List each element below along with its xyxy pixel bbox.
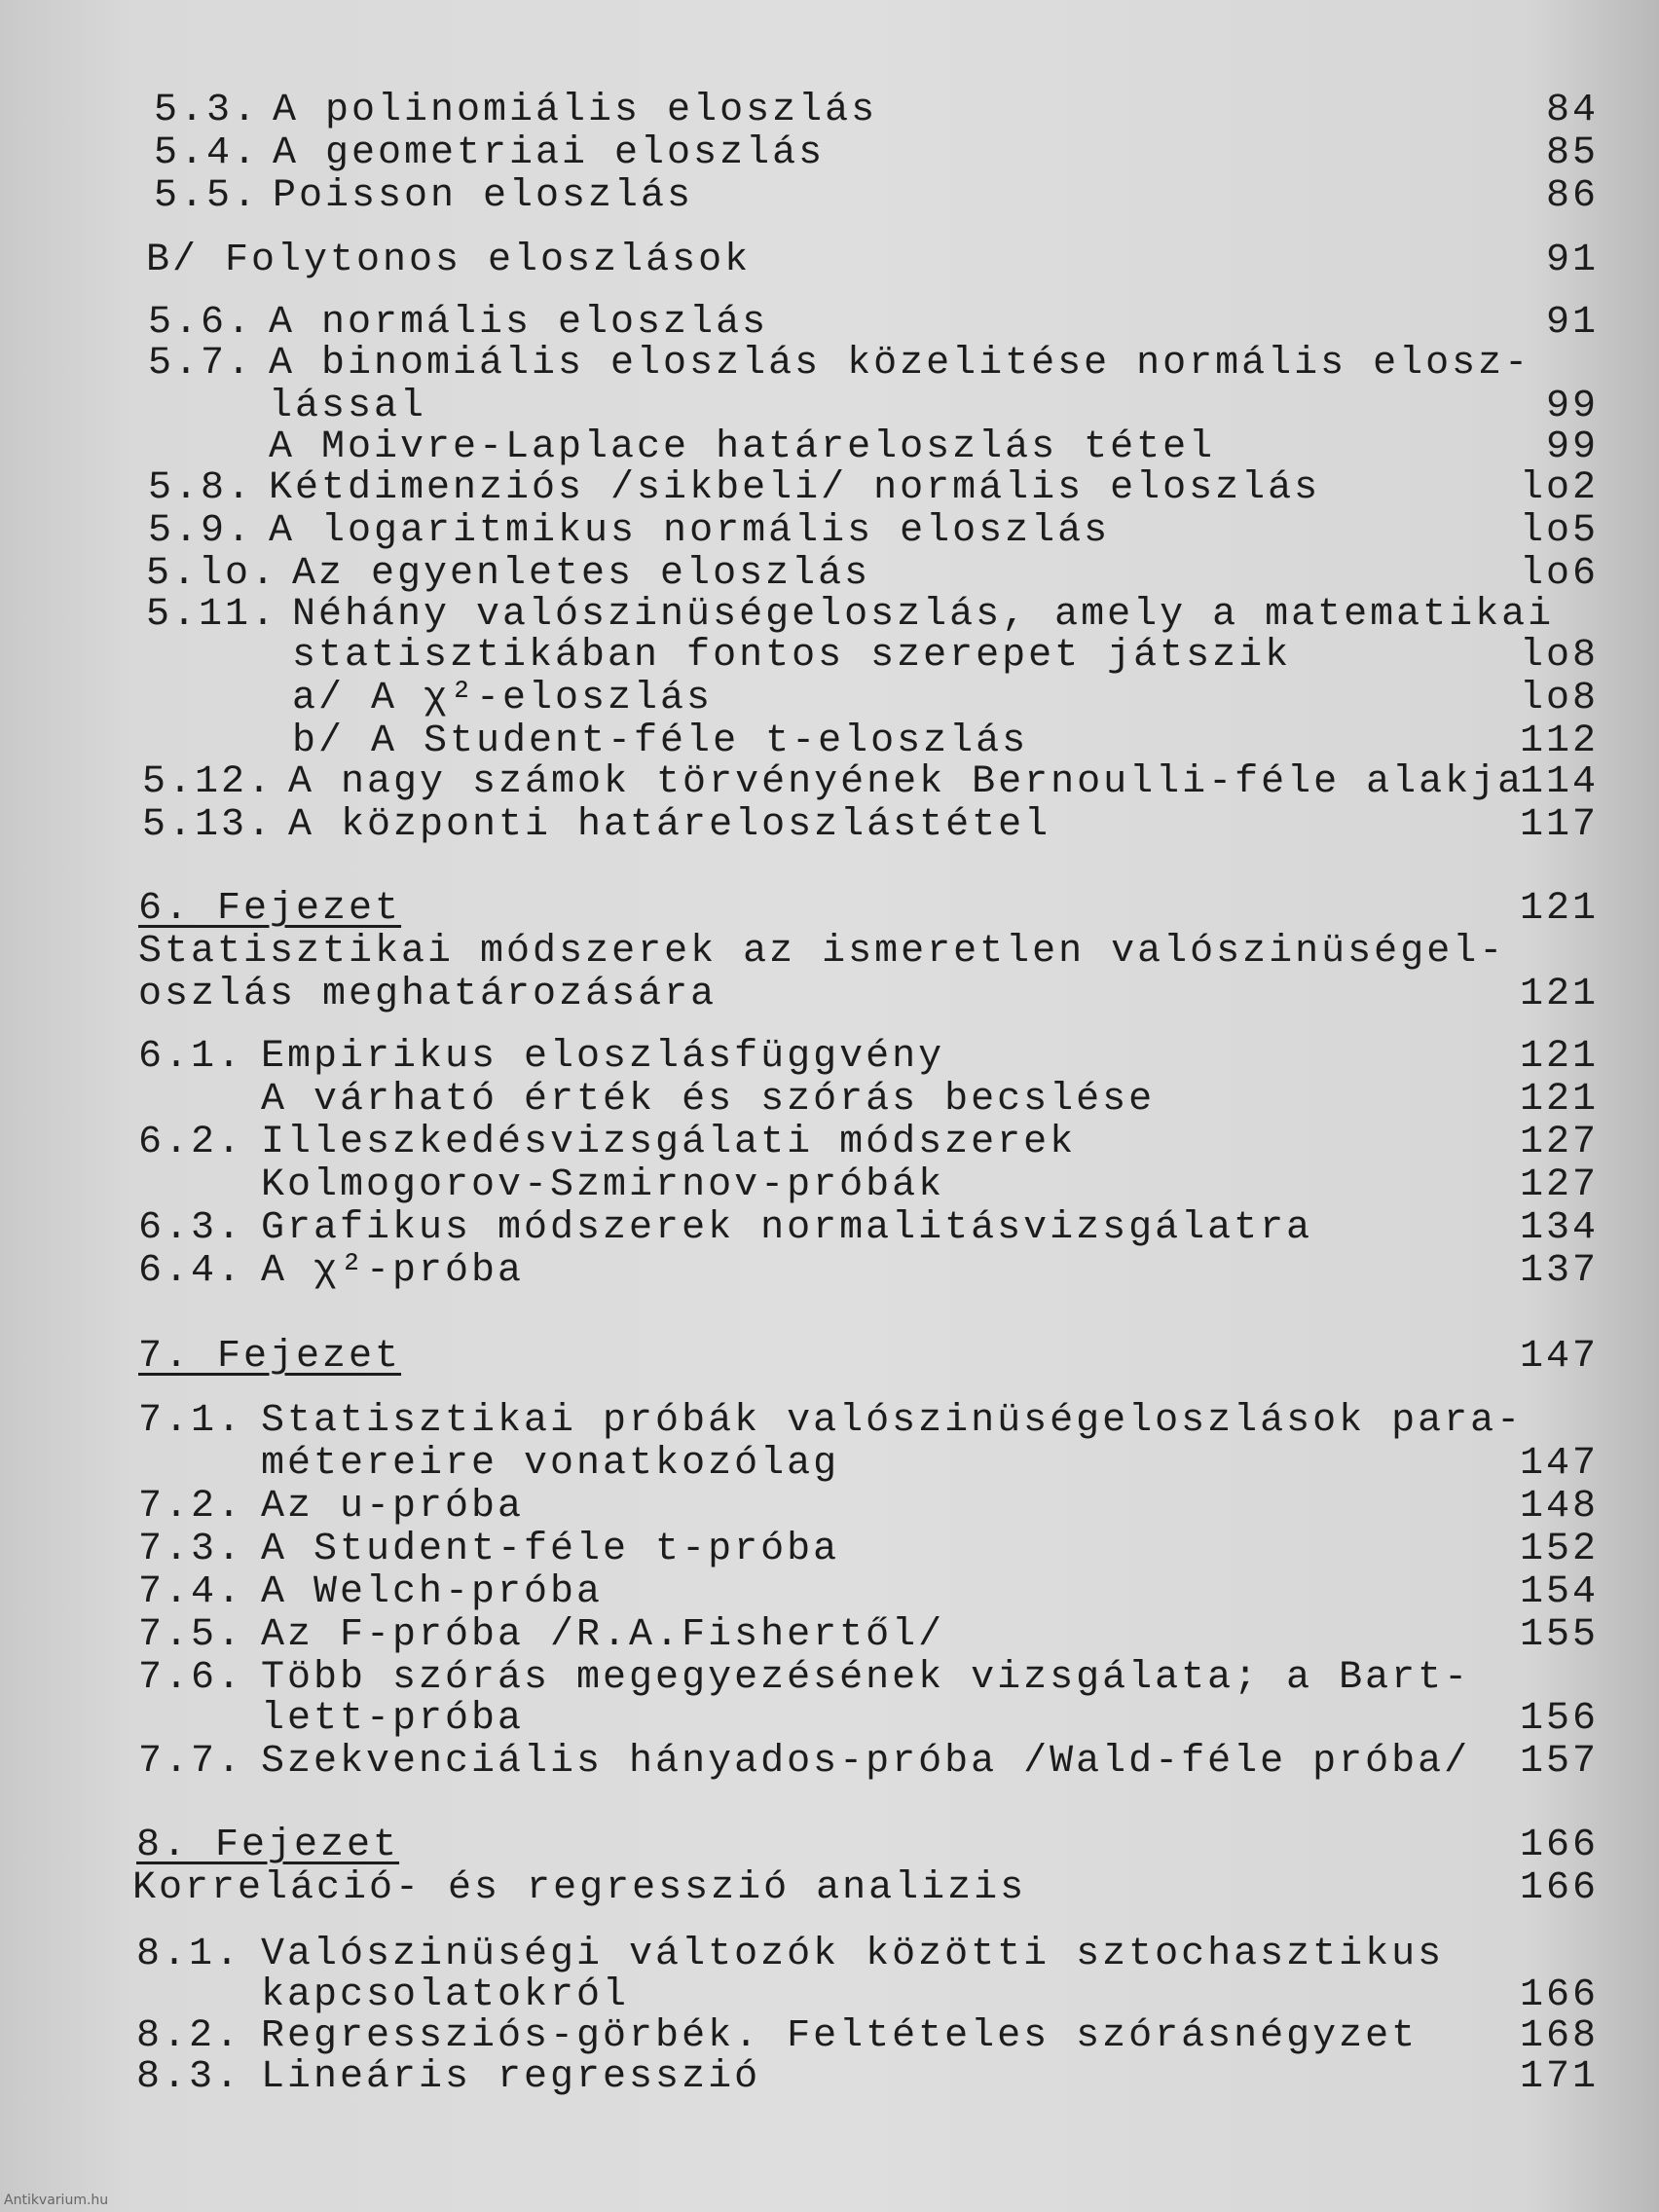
toc-page: 85 <box>1545 131 1599 175</box>
toc-entry <box>0 510 1659 553</box>
toc-entry <box>0 1036 1659 1079</box>
toc-title: A binomiális eloszlás közelitése normális elosz- <box>269 342 1531 386</box>
toc-title: A Welch-próba <box>261 1570 604 1614</box>
toc-page: lo5 <box>1519 509 1599 553</box>
toc-page: lo6 <box>1519 552 1599 596</box>
toc-entry <box>0 2015 1659 2058</box>
toc-title: Valószinüségi változók közötti sztochasztikus <box>261 1933 1445 1976</box>
toc-title: Az u-próba <box>261 1485 525 1529</box>
toc-page: 166 <box>1519 1866 1599 1910</box>
toc-page: 121 <box>1519 887 1599 931</box>
toc-entry <box>0 467 1659 510</box>
chapter-subtitle <box>0 931 1659 974</box>
toc-title: Lineáris regresszió <box>261 2055 761 2099</box>
toc-number: 6.2. <box>138 1121 244 1164</box>
toc-title: A Moivre-Laplace határeloszlás tétel <box>269 425 1216 469</box>
toc-title: statisztikában fontos szerepet játszik <box>292 634 1292 678</box>
toc-title: A polinomiális eloszlás <box>273 89 878 132</box>
toc-number: 8.1. <box>136 1933 242 1976</box>
toc-title: B/ Folytonos eloszlások <box>146 239 752 282</box>
toc-number: 7.7. <box>138 1740 244 1784</box>
toc-title: kapcsolatokról <box>261 1973 630 2017</box>
toc-number: 5.9. <box>148 509 254 553</box>
chapter-title: 6. Fejezet <box>138 887 402 931</box>
toc-entry <box>0 761 1659 804</box>
toc-entry <box>0 1741 1659 1784</box>
toc-title: Grafikus módszerek normalitásvizsgálatra <box>261 1206 1313 1250</box>
toc-title: Kétdimenziós /sikbeli/ normális eloszlás <box>269 466 1321 510</box>
toc-number: 7.1. <box>138 1399 244 1443</box>
toc-title: Empirikus eloszlásfüggvény <box>261 1035 945 1079</box>
chapter-title: 7. Fejezet <box>138 1335 402 1379</box>
toc-title: A geometriai eloszlás <box>273 131 826 175</box>
toc-number: 6.4. <box>138 1249 244 1293</box>
toc-title: A logaritmikus normális eloszlás <box>269 509 1111 553</box>
toc-entry <box>0 553 1659 596</box>
toc-entry <box>0 1657 1659 1700</box>
toc-title: lással <box>269 385 427 428</box>
toc-title: Az egyenletes eloszlás <box>292 552 871 596</box>
toc-number: 8.3. <box>136 2055 242 2099</box>
toc-number: 5.6. <box>148 301 254 345</box>
toc-page: 155 <box>1519 1613 1599 1657</box>
toc-title: Poisson eloszlás <box>273 174 694 218</box>
toc-entry <box>0 1250 1659 1293</box>
toc-title: A várható érték és szórás becslése <box>261 1078 1156 1122</box>
toc-number: 7.5. <box>138 1613 244 1657</box>
toc-title: Több szórás megegyezésének vizsgálata; a Bart- <box>261 1656 1471 1700</box>
toc-page: 117 <box>1519 803 1599 847</box>
toc-entry <box>0 1400 1659 1443</box>
toc-page: 86 <box>1545 174 1599 218</box>
toc-page: 112 <box>1519 719 1599 763</box>
toc-entry <box>0 343 1659 386</box>
toc-number: 7.6. <box>138 1656 244 1700</box>
toc-entry <box>0 678 1659 720</box>
toc-entry <box>0 1122 1659 1164</box>
toc-page: 157 <box>1519 1740 1599 1784</box>
toc-number: 8.2. <box>136 2014 242 2058</box>
toc-title: Statisztikai próbák valószinüségeloszlások para- <box>261 1399 1524 1443</box>
toc-number: 5.3. <box>154 89 260 132</box>
toc-title: a/ A χ²-eloszlás <box>292 677 714 720</box>
toc-page: 114 <box>1519 760 1599 804</box>
toc-entry <box>0 720 1659 763</box>
toc-title: Az F-próba /R.A.Fishertől/ <box>261 1613 945 1657</box>
toc-title: Szekvenciális hányados-próba /Wald-féle próba/ <box>261 1740 1471 1784</box>
toc-entry <box>0 594 1659 637</box>
toc-page: lo2 <box>1519 466 1599 510</box>
toc-page: 166 <box>1519 1973 1599 2017</box>
toc-entry <box>0 1529 1659 1571</box>
toc-title: Korreláció- és regresszió analizis <box>132 1866 1027 1910</box>
toc-page: 84 <box>1545 89 1599 132</box>
toc-page: 154 <box>1519 1570 1599 1614</box>
toc-title: Statisztikai módszerek az ismeretlen valószinüségel- <box>138 930 1506 974</box>
toc-entry-continuation <box>0 635 1659 678</box>
toc-entry <box>0 426 1659 469</box>
watermark: Antikvarium.hu <box>4 2193 109 2208</box>
toc-number: 6.3. <box>138 1206 244 1250</box>
toc-page: 168 <box>1519 2014 1599 2058</box>
chapter-title: 8. Fejezet <box>136 1824 400 1867</box>
toc-number: 7.3. <box>138 1528 244 1571</box>
toc-page: 134 <box>1519 1206 1599 1250</box>
toc-page: 127 <box>1519 1121 1599 1164</box>
toc-page: 121 <box>1519 973 1599 1016</box>
toc-entry-continuation <box>0 1698 1659 1741</box>
toc-number: 5.8. <box>148 466 254 510</box>
toc-page: 147 <box>1519 1335 1599 1379</box>
toc-entry-continuation <box>0 1443 1659 1486</box>
toc-page: 156 <box>1519 1697 1599 1741</box>
toc-page: 91 <box>1545 239 1599 282</box>
toc-page: 147 <box>1519 1442 1599 1486</box>
toc-entry <box>0 1207 1659 1250</box>
toc-title: Néhány valószinüségeloszlás, amely a matematikai <box>292 593 1555 637</box>
toc-page: lo8 <box>1519 677 1599 720</box>
toc-number: 5.13. <box>142 803 275 847</box>
toc-page: 127 <box>1519 1163 1599 1207</box>
toc-entry <box>0 132 1659 175</box>
toc-number: 5.4. <box>154 131 260 175</box>
toc-title: Kolmogorov-Szmirnov-próbák <box>261 1163 945 1207</box>
chapter-heading <box>0 888 1659 931</box>
toc-number: 5.lo. <box>146 552 278 596</box>
toc-entry <box>0 1164 1659 1207</box>
toc-number: 7.2. <box>138 1485 244 1529</box>
toc-page: 99 <box>1545 425 1599 469</box>
toc-number: 5.12. <box>142 760 275 804</box>
chapter-subtitle-continuation <box>0 974 1659 1016</box>
toc-entry <box>0 1934 1659 1976</box>
toc-subsection-heading <box>0 240 1659 282</box>
toc-entry-continuation <box>0 386 1659 428</box>
toc-entry <box>0 2056 1659 2099</box>
toc-page: 121 <box>1519 1078 1599 1122</box>
toc-title: A nagy számok törvényének Bernoulli-féle alakja <box>288 760 1525 804</box>
toc-page: 171 <box>1519 2055 1599 2099</box>
toc-page: 99 <box>1545 385 1599 428</box>
toc-entry <box>0 90 1659 132</box>
toc-title: A normális eloszlás <box>269 301 769 345</box>
toc-entry <box>0 804 1659 847</box>
toc-title: A χ²-próba <box>261 1249 525 1293</box>
chapter-heading <box>0 1825 1659 1867</box>
toc-entry <box>0 1614 1659 1657</box>
toc-page: 152 <box>1519 1528 1599 1571</box>
toc-title: métereire vonatkozólag <box>261 1442 840 1486</box>
toc-entry <box>0 1486 1659 1529</box>
toc-title: oszlás meghatározására <box>138 973 718 1016</box>
toc-page: 121 <box>1519 1035 1599 1079</box>
toc-number: 5.7. <box>148 342 254 386</box>
toc-page: 91 <box>1545 301 1599 345</box>
toc-title: Regressziós-görbék. Feltételes szórásnégyzet <box>261 2014 1419 2058</box>
chapter-heading <box>0 1336 1659 1379</box>
toc-page: 166 <box>1519 1824 1599 1867</box>
toc-title: A Student-féle t-próba <box>261 1528 840 1571</box>
toc-page: lo8 <box>1519 634 1599 678</box>
toc-entry <box>0 175 1659 218</box>
toc-number: 5.5. <box>154 174 260 218</box>
toc-number: 5.11. <box>146 593 278 637</box>
toc-entry-continuation <box>0 1974 1659 2017</box>
toc-title: b/ A Student-féle t-eloszlás <box>292 719 1029 763</box>
toc-title: A központi határeloszlástétel <box>288 803 1051 847</box>
toc-entry <box>0 302 1659 345</box>
toc-number: 6.1. <box>138 1035 244 1079</box>
toc-page: 137 <box>1519 1249 1599 1293</box>
toc-title: Illeszkedésvizsgálati módszerek <box>261 1121 1077 1164</box>
toc-entry <box>0 1571 1659 1614</box>
toc-entry <box>0 1079 1659 1122</box>
chapter-subtitle <box>0 1867 1659 1910</box>
toc-page: 148 <box>1519 1485 1599 1529</box>
toc-number: 7.4. <box>138 1570 244 1614</box>
toc-title: lett-próba <box>261 1697 525 1741</box>
